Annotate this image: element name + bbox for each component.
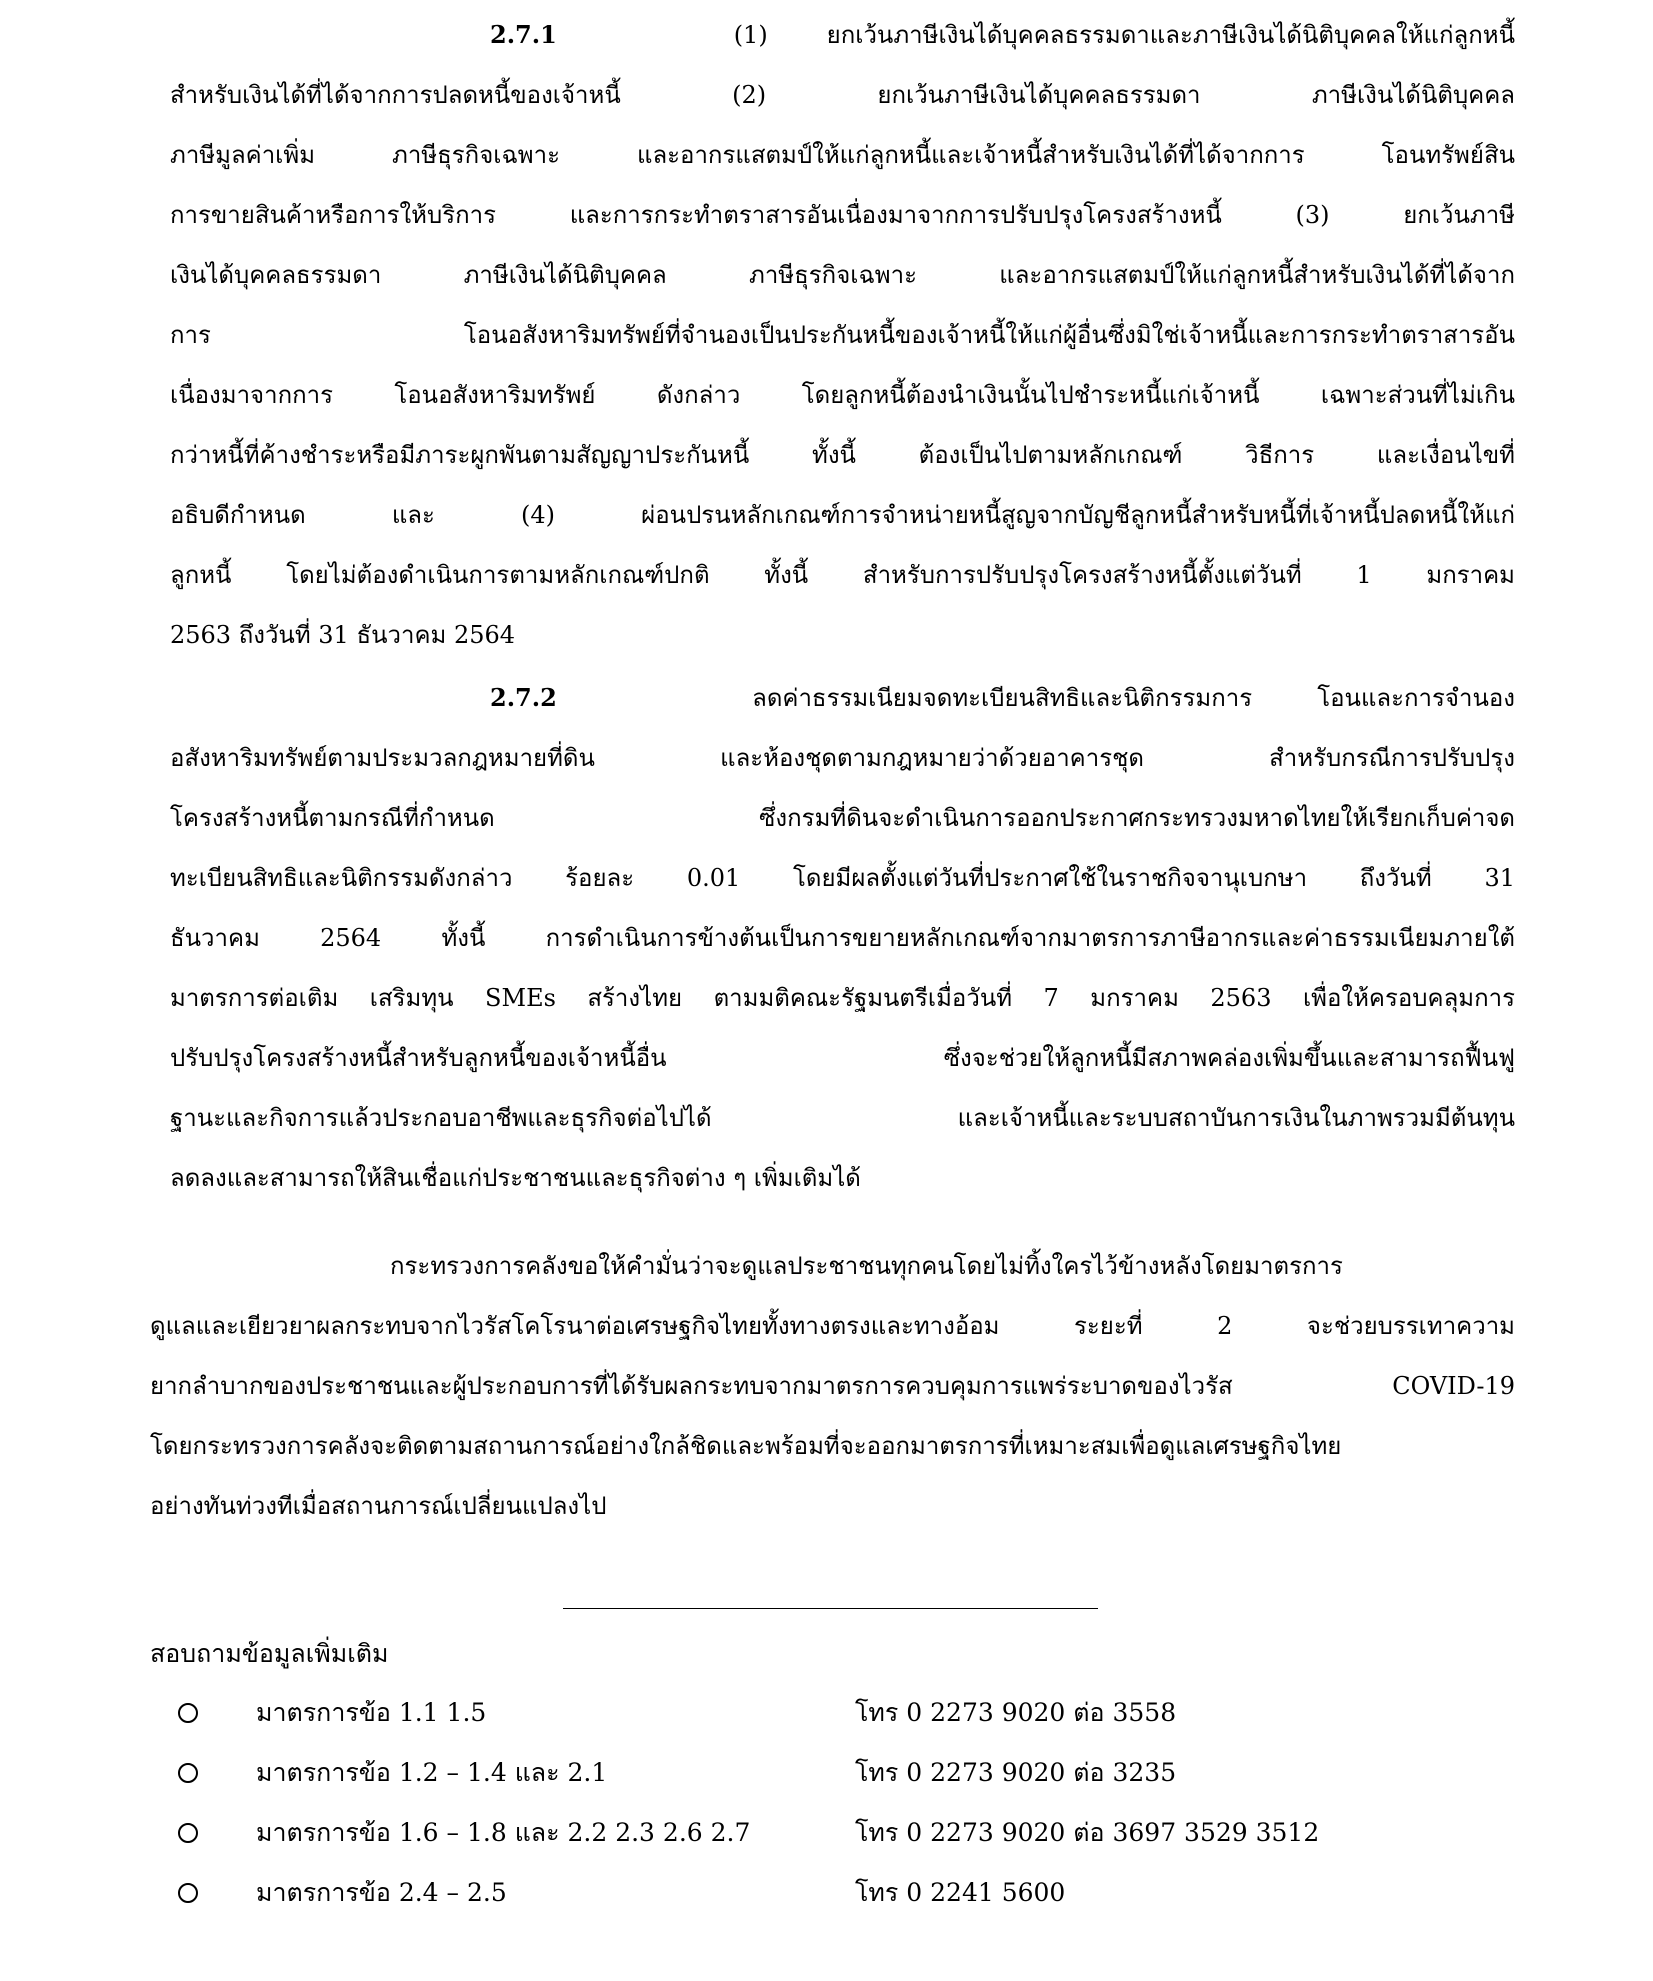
paragraph-text: (1) ยกเว้นภาษีเงินได้บุคคลธรรมดาและภาษีเงินได้นิติบุคคลให้แก่ลูกหนี้: [733, 21, 1515, 49]
separator-line: [563, 1608, 1098, 1609]
contact-item: [150, 1743, 1515, 1803]
paragraph-line: การ โอนอสังหาริมทรัพย์ที่จำนองเป็นประกันหนี้ของเจ้าหนี้ให้แก่ผู้อื่นซึ่งมิใช่เจ้าหนี้และการกระทำตราสารอัน: [170, 321, 1515, 349]
section-2-7-1: [170, 5, 1515, 665]
paragraph-line: ธันวาคม 2564 ทั้งนี้ การดำเนินการข้างต้นเป็นการขยายหลักเกณฑ์จากมาตรการภาษีอากรและค่าธรรมเนียมภายใต้: [170, 924, 1515, 952]
paragraph-line: ลดลงและสามารถให้สินเชื่อแก่ประชาชนและธุรกิจต่าง ๆ เพิ่มเติมได้: [170, 1164, 861, 1192]
circle-bullet-icon: [178, 1763, 198, 1783]
paragraph-line: ฐานะและกิจการแล้วประกอบอาชีพและธุรกิจต่อไปได้ และเจ้าหนี้และระบบสถาบันการเงินในภาพรวมมีต้นทุน: [170, 1104, 1515, 1132]
contact-measure: มาตรการข้อ 2.4 – 2.5: [256, 1878, 507, 1907]
paragraph-line: โครงสร้างหนี้ตามกรณีที่กำหนด ซึ่งกรมที่ดินจะดำเนินการออกประกาศกระทรวงมหาดไทยให้เรียกเก็บค่าจด: [170, 804, 1515, 832]
paragraph-line: เงินได้บุคคลธรรมดา ภาษีเงินได้นิติบุคคล ภาษีธุรกิจเฉพาะ และอากรแสตมป์ให้แก่ลูกหนี้สำหรับเงินได้ที่ได้จาก: [170, 261, 1515, 289]
paragraph-line: ปรับปรุงโครงสร้างหนี้สำหรับลูกหนี้ของเจ้าหนี้อื่น ซึ่งจะช่วยให้ลูกหนี้มีสภาพคล่องเพิ่มขึ้นและสามารถฟื้นฟู: [170, 1044, 1515, 1072]
paragraph-text: ลดค่าธรรมเนียมจดทะเบียนสิทธิและนิติกรรมการ โอนและการจำนอง: [752, 684, 1515, 712]
paragraph-line: อสังหาริมทรัพย์ตามประมวลกฎหมายที่ดิน และห้องชุดตามกฎหมายว่าด้วยอาคารชุด สำหรับกรณีการปรับปรุง: [170, 744, 1515, 772]
paragraph-line: [170, 5, 1515, 65]
paragraph-line: การขายสินค้าหรือการให้บริการ และการกระทำตราสารอันเนื่องมาจากการปรับปรุงโครงสร้างหนี้ (3) ยกเว้นภาษี: [170, 201, 1515, 229]
paragraph-line: ภาษีมูลค่าเพิ่ม ภาษีธุรกิจเฉพาะ และอากรแสตมป์ให้แก่ลูกหนี้และเจ้าหนี้สำหรับเงินได้ที่ได้จากการ โอนทรัพย์สิน: [170, 141, 1515, 169]
circle-bullet-icon: [178, 1703, 198, 1723]
circle-bullet-icon: [178, 1883, 198, 1903]
section-number: 2.7.1: [490, 20, 557, 49]
paragraph-line: สำหรับเงินได้ที่ได้จากการปลดหนี้ของเจ้าหนี้ (2) ยกเว้นภาษีเงินได้บุคคลธรรมดา ภาษีเงินได้นิติบุคคล: [170, 81, 1515, 109]
circle-bullet-icon: [178, 1823, 198, 1843]
contact-item: [150, 1683, 1515, 1743]
paragraph-line: อธิบดีกำหนด และ (4) ผ่อนปรนหลักเกณฑ์การจำหน่ายหนี้สูญจากบัญชีลูกหนี้สำหรับหนี้ที่เจ้าหนี้ปลดหนี้ให้แก่: [170, 501, 1515, 529]
paragraph-line: กระทรวงการคลังขอให้คำมั่นว่าจะดูแลประชาชนทุกคนโดยไม่ทิ้งใครไว้ข้างหลังโดยมาตรการ: [390, 1252, 1343, 1280]
section-number: 2.7.2: [490, 683, 557, 712]
contact-list: [150, 1683, 1515, 1923]
contact-item: [150, 1863, 1515, 1923]
paragraph-line: ดูแลและเยียวยาผลกระทบจากไวรัสโคโรนาต่อเศรษฐกิจไทยทั้งทางตรงและทางอ้อม ระยะที่ 2 จะช่วยบรรเทาความ: [150, 1312, 1515, 1340]
paragraph-line: เนื่องมาจากการ โอนอสังหาริมทรัพย์ ดังกล่าว โดยลูกหนี้ต้องนำเงินนั้นไปชำระหนี้แก่เจ้าหนี้ เฉพาะส่วนที่ไม่เกิน: [170, 381, 1515, 409]
contact-phone: โทร 0 2241 5600: [855, 1878, 1066, 1907]
paragraph-line: โดยกระทรวงการคลังจะติดตามสถานการณ์อย่างใกล้ชิดและพร้อมที่จะออกมาตรการที่เหมาะสมเพื่อดูแลเศรษฐกิจไทย: [150, 1432, 1342, 1460]
contact-phone: โทร 0 2273 9020 ต่อ 3697 3529 3512: [855, 1818, 1320, 1847]
contact-measure: มาตรการข้อ 1.6 – 1.8 และ 2.2 2.3 2.6 2.7: [256, 1818, 751, 1847]
contact-phone: โทร 0 2273 9020 ต่อ 3235: [855, 1758, 1177, 1787]
contact-item: [150, 1803, 1515, 1863]
paragraph-line: มาตรการต่อเติม เสริมทุน SMEs สร้างไทย ตามมติคณะรัฐมนตรีเมื่อวันที่ 7 มกราคม 2563 เพื่อให้ครอบคลุมการ: [170, 984, 1515, 1012]
contact-measure: มาตรการข้อ 1.1 1.5: [256, 1698, 487, 1727]
section-2-7-2: [170, 668, 1515, 1208]
paragraph-line: [170, 668, 1515, 728]
paragraph-line: 2563 ถึงวันที่ 31 ธันวาคม 2564: [170, 621, 516, 649]
closing-paragraph: [150, 1236, 1515, 1536]
paragraph-line: อย่างทันท่วงทีเมื่อสถานการณ์เปลี่ยนแปลงไป: [150, 1492, 607, 1520]
paragraph-line: ทะเบียนสิทธิและนิติกรรมดังกล่าว ร้อยละ 0.01 โดยมีผลตั้งแต่วันที่ประกาศใช้ในราชกิจจานุเบกษา ถึงวันที่ 31: [170, 864, 1515, 892]
paragraph-line: กว่าหนี้ที่ค้างชำระหรือมีภาระผูกพันตามสัญญาประกันหนี้ ทั้งนี้ ต้องเป็นไปตามหลักเกณฑ์ วิธีการ และเงื่อนไขที่: [170, 441, 1515, 469]
paragraph-line: ยากลำบากของประชาชนและผู้ประกอบการที่ได้รับผลกระทบจากมาตรการควบคุมการแพร่ระบาดของไวรัส COVID-19: [150, 1372, 1515, 1400]
contact-measure: มาตรการข้อ 1.2 – 1.4 และ 2.1: [256, 1758, 608, 1787]
contact-heading: สอบถามข้อมูลเพิ่มเติม: [150, 1639, 389, 1668]
paragraph-line: ลูกหนี้ โดยไม่ต้องดำเนินการตามหลักเกณฑ์ปกติ ทั้งนี้ สำหรับการปรับปรุงโครงสร้างหนี้ตั้งแต่วันที่ 1 มกราคม: [170, 561, 1515, 589]
contact-phone: โทร 0 2273 9020 ต่อ 3558: [855, 1698, 1177, 1727]
